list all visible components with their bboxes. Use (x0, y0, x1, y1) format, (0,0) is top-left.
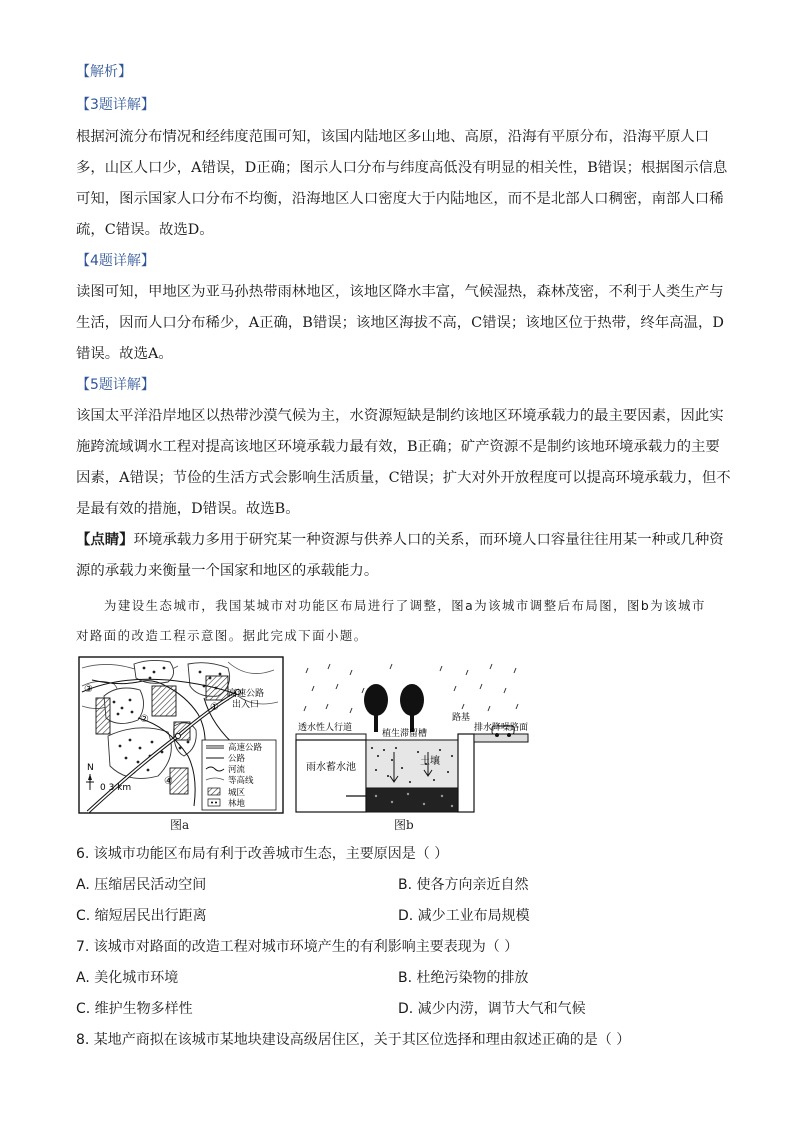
scale-label: 0 3 km (100, 783, 132, 793)
highway-exit (176, 734, 181, 739)
q3-heading: 【3题详解】 (76, 97, 155, 113)
legend-contour: 等高线 (228, 776, 254, 786)
q5-heading: 【5题详解】 (76, 377, 155, 393)
q4-line-3: 错误。故选A。 (76, 346, 173, 362)
roadbed (458, 734, 474, 812)
label-soil: 土壤 (420, 756, 440, 767)
q4-heading: 【4题详解】 (76, 253, 155, 269)
drainage-road-surface (474, 734, 528, 742)
label-sidewalk: 透水性人行道 (298, 723, 353, 733)
q5-line-1: 该国太平洋沿岸地区以热带沙漠气候为主，水资源短缺是制约该地区环境承载力的最主要因素，因此实 (76, 408, 724, 424)
label-roadbed: 路基 (452, 713, 471, 723)
q4-line-2: 生活，因而人口分布稀少，A正确，B错误；该地区海拔不高，C错误；该地区位于热带，终年高温，D (76, 315, 724, 331)
q4-line-1: 读图可知，甲地区为亚马孙热带雨林地区，该地区降水丰富，气候湿热，森林茂密，不利于人类生产与 (76, 284, 724, 300)
q5-line-4: 是最有效的措施，D错误。故选B。 (76, 501, 300, 517)
label-road: 排水降噪路面 (474, 723, 529, 733)
legend-urban: 城区 (228, 788, 246, 798)
callout-exit: 出入口 (232, 700, 260, 710)
intro-line-2: 对路面的改造工程示意图。据此完成下面小题。 (76, 628, 368, 643)
marker-4: ④ (164, 776, 173, 787)
rainwater-pool (296, 740, 366, 812)
soil-area (366, 740, 458, 788)
tip-line-1 (76, 530, 724, 550)
question-7-option-a[interactable]: A. 美化城市环境 (76, 970, 179, 986)
gravel-layer (366, 788, 458, 812)
question-6-stem: 6. 该城市功能区布局有利于改善城市生态，主要原因是（ ） (76, 846, 449, 862)
q3-line-4: 疏，C错误。故选D。 (76, 222, 214, 238)
figure-b-caption: 图b (394, 818, 414, 832)
label-pool: 雨水蓄水池 (306, 762, 356, 773)
analysis-heading: 【解析】 (76, 64, 132, 80)
legend-river: 河流 (228, 765, 246, 775)
question-6-option-d[interactable]: D. 减少工业布局规模 (398, 908, 530, 924)
question-7-option-c[interactable]: C. 维护生物多样性 (76, 1001, 193, 1017)
q3-line-2: 多，山区人口少，A错误，D正确；图示人口分布与纬度高低没有明显的相关性，B错误；根据图示信息 (76, 160, 728, 176)
urban-area (96, 698, 110, 734)
q3-line-1: 根据河流分布情况和经纬度范围可知，该国内陆地区多山地、高原，沿海有平原分布，沿海平原人口 (76, 129, 710, 145)
q3-line-3: 可知，图示国家人口分布不均衡，沿海地区人口密度大于内陆地区，而不是北部人口稠密，南部人口稀 (76, 191, 724, 207)
figure-a-map (78, 656, 284, 814)
q5-line-2: 施跨流域调水工程对提高该地区环境承载力最有效，B正确；矿产资源不是制约该地环境承载力的主要 (76, 439, 720, 455)
callout-highway: 高速公路 (228, 689, 265, 699)
tip-text-1: 环境承载力多用于研究某一种资源与供养人口的关系，而环境人口容量往往用某一种或几种资 (133, 532, 724, 548)
question-6-option-a[interactable]: A. 压缩居民活动空间 (76, 877, 207, 893)
tip-line-2: 源的承载力来衡量一个国家和地区的承载能力。 (76, 563, 379, 579)
north-label: N (87, 763, 94, 773)
legend-forest: 林地 (228, 799, 246, 809)
marker-3: ③ (84, 684, 93, 695)
figure-b-diagram (292, 656, 532, 814)
question-7-option-d[interactable]: D. 减少内涝，调节大气和气候 (398, 1001, 586, 1017)
legend (202, 740, 276, 810)
question-6-option-b[interactable]: B. 使各方向亲近自然 (398, 877, 529, 893)
question-7-option-b[interactable]: B. 杜绝污染物的排放 (398, 970, 529, 986)
question-7-stem: 7. 该城市对路面的改造工程对城市环境产生的有利影响主要表现为（ ） (76, 939, 519, 955)
legend-highway: 高速公路 (228, 743, 263, 753)
marker-2: ② (140, 714, 149, 725)
question-6-option-c[interactable]: C. 缩短居民出行距离 (76, 908, 207, 924)
question-8-stem: 8. 某地产商拟在该城市某地块建设高级居住区，关于其区位选择和理由叙述正确的是（ ） (76, 1032, 631, 1048)
marker-1: ① (210, 702, 219, 713)
legend-road: 公路 (228, 754, 246, 764)
q5-line-3: 因素，A错误；节俭的生活方式会影响生活质量，C错误；扩大对外开放程度可以提高环境承载力，但不 (76, 470, 731, 486)
intro-line-1: 为建设生态城市，我国某城市对功能区布局进行了调整，图a为该城市调整后布局图，图b为该城市 (104, 598, 706, 613)
label-trench: 植生滞留槽 (382, 729, 428, 739)
urban-area (152, 686, 176, 716)
tip-label: 【点睛】 (76, 531, 134, 548)
figure-a-caption: 图a (170, 818, 190, 832)
permeable-sidewalk (296, 734, 366, 740)
